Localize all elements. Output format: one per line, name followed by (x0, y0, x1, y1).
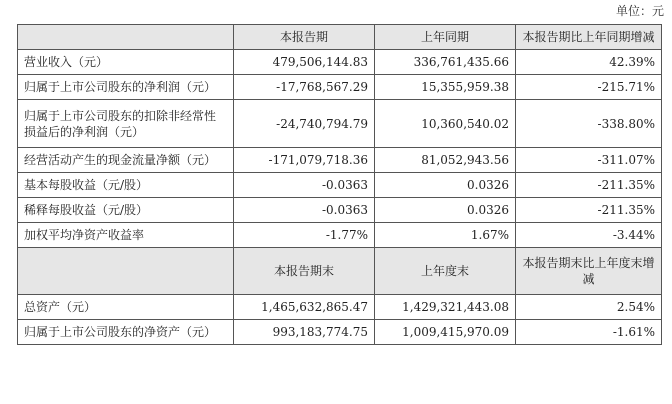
header-cell-period-end: 本报告期末 (234, 248, 375, 295)
table-row (18, 75, 662, 100)
prior-value: 81,052,943.56 (375, 148, 516, 173)
header-cell-blank (18, 25, 234, 50)
unit-label: 单位：元 (615, 4, 664, 18)
change-value: -311.07% (516, 148, 662, 173)
prior-value: 10,360,540.02 (375, 100, 516, 148)
change-value: 42.39% (516, 50, 662, 75)
prior-value: 336,761,435.66 (375, 50, 516, 75)
header-cell-prior-year-end: 上年度末 (375, 248, 516, 295)
change-value: -211.35% (516, 198, 662, 223)
row-label: 经营活动产生的现金流量净额（元） (18, 148, 234, 173)
table-row (18, 198, 662, 223)
current-value: 479,506,144.83 (234, 50, 375, 75)
table-row (18, 320, 662, 345)
change-value: 2.54% (516, 295, 662, 320)
row-label: 总资产（元） (18, 295, 234, 320)
current-value: 1,465,632,865.47 (234, 295, 375, 320)
table-row (18, 100, 662, 148)
row-label: 归属于上市公司股东的扣除非经常性损益后的净利润（元） (18, 100, 234, 148)
prior-value: 0.0326 (375, 198, 516, 223)
current-value: -171,079,718.36 (234, 148, 375, 173)
row-label: 归属于上市公司股东的净利润（元） (18, 75, 234, 100)
table-header-row (18, 25, 662, 50)
row-label: 加权平均净资产收益率 (18, 223, 234, 248)
table-row (18, 223, 662, 248)
header-cell-change: 本报告期末比上年度末增减 (516, 248, 662, 295)
row-label: 稀释每股收益（元/股） (18, 198, 234, 223)
header-cell-prior-period: 上年同期 (375, 25, 516, 50)
change-value: -215.71% (516, 75, 662, 100)
header-cell-blank (18, 248, 234, 295)
header-cell-change: 本报告期比上年同期增减 (516, 25, 662, 50)
change-value: -1.61% (516, 320, 662, 345)
prior-value: 15,355,959.38 (375, 75, 516, 100)
prior-value: 1,429,321,443.08 (375, 295, 516, 320)
row-label: 归属于上市公司股东的净资产（元） (18, 320, 234, 345)
table-row (18, 50, 662, 75)
table-row (18, 173, 662, 198)
financial-summary-table (17, 24, 662, 345)
header-cell-current-period: 本报告期 (234, 25, 375, 50)
current-value: -0.0363 (234, 173, 375, 198)
table-row (18, 295, 662, 320)
change-value: -338.80% (516, 100, 662, 148)
table-row (18, 148, 662, 173)
current-value: -0.0363 (234, 198, 375, 223)
prior-value: 1.67% (375, 223, 516, 248)
current-value: -1.77% (234, 223, 375, 248)
change-value: -211.35% (516, 173, 662, 198)
current-value: -17,768,567.29 (234, 75, 375, 100)
row-label: 营业收入（元） (18, 50, 234, 75)
current-value: 993,183,774.75 (234, 320, 375, 345)
table-subheader-row (18, 248, 662, 295)
current-value: -24,740,794.79 (234, 100, 375, 148)
change-value: -3.44% (516, 223, 662, 248)
prior-value: 0.0326 (375, 173, 516, 198)
prior-value: 1,009,415,970.09 (375, 320, 516, 345)
row-label: 基本每股收益（元/股） (18, 173, 234, 198)
